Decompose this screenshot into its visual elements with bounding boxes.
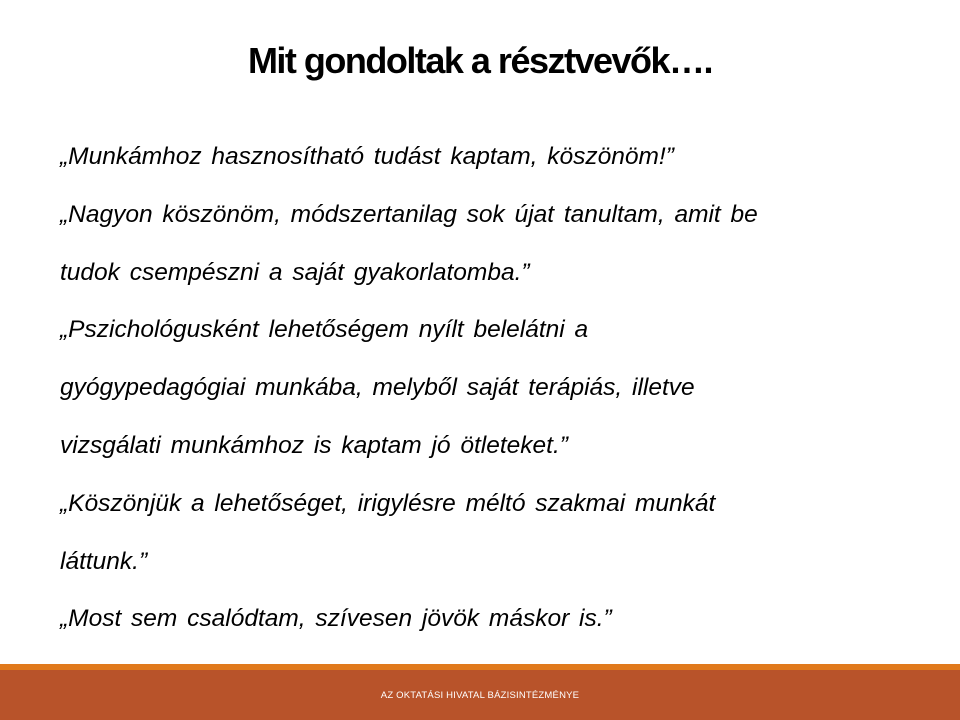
quotes-block xyxy=(60,128,920,648)
quote-line: gyógypedagógiai munkába, melyből saját terápiás, illetve xyxy=(60,374,695,402)
quote-line: „Munkámhoz hasznosítható tudást kaptam, köszönöm!” xyxy=(60,143,674,170)
footer-text: AZ OKTATÁSI HIVATAL BÁZISINTÉZMÉNYE xyxy=(380,690,580,701)
quote-line: „Köszönjük a lehetőséget, irigylésre méltó szakmai munkát xyxy=(60,489,716,517)
quote-line: „Nagyon köszönöm, módszertanilag sok újat tanultam, amit be xyxy=(60,200,758,228)
quote-line: tudok csempészni a saját gyakorlatomba.” xyxy=(60,258,530,286)
quote-line: láttunk.” xyxy=(60,547,148,575)
quote-line: „Most sem csalódtam, szívesen jövök máskor is.” xyxy=(60,605,612,633)
quote-line: „Pszichológusként lehetőségem nyílt belelátni a xyxy=(60,316,589,344)
quote-line: vizsgálati munkámhoz is kaptam jó ötleteket.” xyxy=(60,431,568,459)
slide-title: Mit gondoltak a résztvevők…. xyxy=(247,40,713,81)
